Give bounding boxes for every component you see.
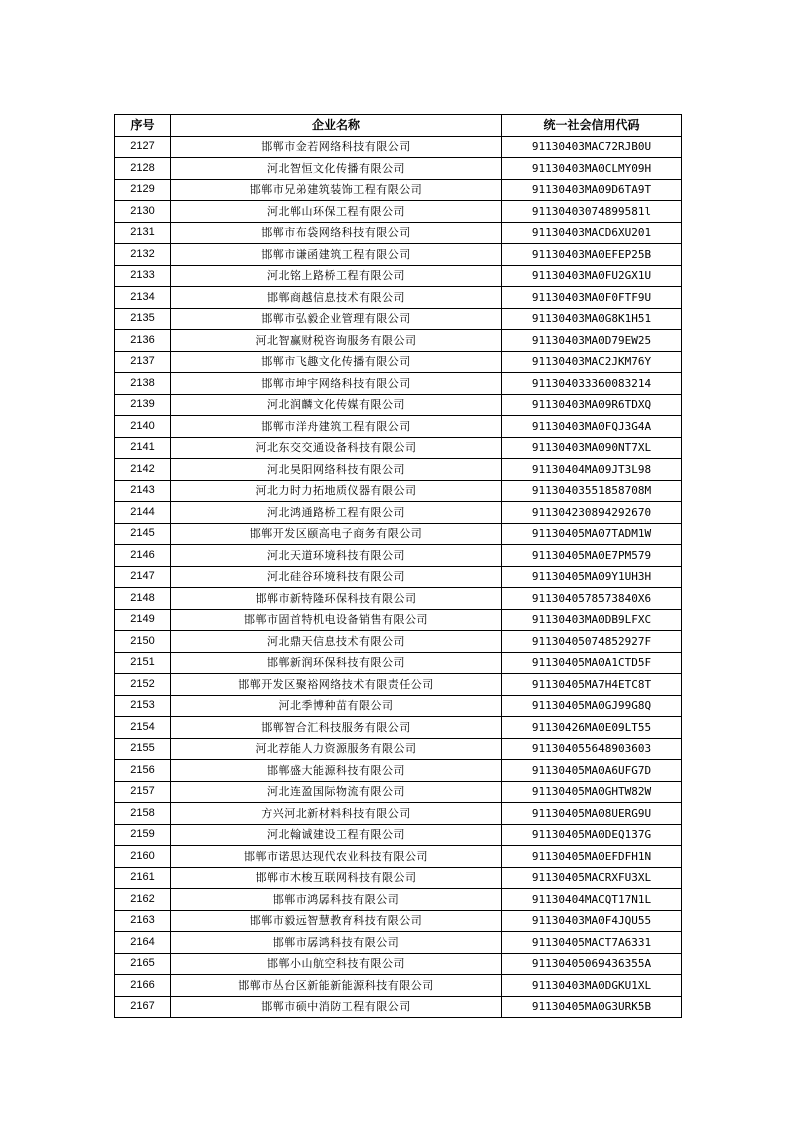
row-company-name: 邯郸盛大能源科技有限公司: [171, 760, 502, 782]
header-seq: 序号: [115, 115, 171, 137]
table-row: [115, 609, 682, 631]
row-seq: 2166: [115, 975, 171, 997]
row-seq: 2131: [115, 222, 171, 244]
row-company-name: 河北力时力拓地质仪器有限公司: [171, 480, 502, 502]
row-credit-code: 91130403MACD6XU201: [502, 222, 682, 244]
table-row: [115, 932, 682, 954]
row-credit-code: 91130405MA0EFDFH1N: [502, 846, 682, 868]
table-row: [115, 975, 682, 997]
table-row: [115, 179, 682, 201]
row-company-name: 邯郸市诺思达现代农业科技有限公司: [171, 846, 502, 868]
row-company-name: 河北天道环境科技有限公司: [171, 545, 502, 567]
row-credit-code: 91130403MAC2JKM76Y: [502, 351, 682, 373]
row-credit-code: 91130403MA0FU2GX1U: [502, 265, 682, 287]
row-credit-code: 91130403MA0EFEP25B: [502, 244, 682, 266]
row-seq: 2134: [115, 287, 171, 309]
row-credit-code: 91130403MA09R6TDXQ: [502, 394, 682, 416]
row-company-name: 河北鸿通路桥工程有限公司: [171, 502, 502, 524]
table-row: [115, 459, 682, 481]
table-row: [115, 760, 682, 782]
row-credit-code: 91130405785738​40X6: [502, 588, 682, 610]
row-company-name: 邯郸市金若网络科技有限公司: [171, 136, 502, 158]
row-seq: 2143: [115, 480, 171, 502]
row-company-name: 邯郸智合汇科技服务有限公司: [171, 717, 502, 739]
row-credit-code: 91130426MA0E09LT55: [502, 717, 682, 739]
table-row: [115, 394, 682, 416]
table-row: [115, 201, 682, 223]
row-credit-code: 91130403MA0D79EW25: [502, 330, 682, 352]
row-credit-code: 91130405069436355A: [502, 953, 682, 975]
row-seq: 2156: [115, 760, 171, 782]
row-seq: 2144: [115, 502, 171, 524]
row-seq: 2167: [115, 996, 171, 1018]
row-seq: 2165: [115, 953, 171, 975]
table-row: [115, 545, 682, 567]
row-company-name: 邯郸市丛台区新能新能源科技有限公司: [171, 975, 502, 997]
table-row: [115, 824, 682, 846]
row-company-name: 邯郸市硕中消防工程有限公司: [171, 996, 502, 1018]
row-seq: 2149: [115, 609, 171, 631]
row-company-name: 邯郸新润环保科技有限公司: [171, 652, 502, 674]
row-company-name: 邯郸市木梭互联网科技有限公司: [171, 867, 502, 889]
row-credit-code: 911304055648903603: [502, 738, 682, 760]
table-row: [115, 158, 682, 180]
row-company-name: 邯郸市洋舟建筑工程有限公司: [171, 416, 502, 438]
row-credit-code: 911304230894292670: [502, 502, 682, 524]
table-row: [115, 738, 682, 760]
row-credit-code: 91130403551858708M: [502, 480, 682, 502]
table-row: [115, 674, 682, 696]
row-credit-code: 91130403MA0G8K1H51: [502, 308, 682, 330]
row-company-name: 邯郸市固首特机电设备销售有限公司: [171, 609, 502, 631]
row-company-name: 邯郸开发区颐高电子商务有限公司: [171, 523, 502, 545]
table-row: [115, 631, 682, 653]
row-credit-code: 91130405MA0A1CTD5F: [502, 652, 682, 674]
table-row: [115, 222, 682, 244]
row-seq: 2159: [115, 824, 171, 846]
table-row: [115, 373, 682, 395]
row-company-name: 邯郸市飞趣文化传播有限公司: [171, 351, 502, 373]
row-company-name: 邯郸市孱鸿科技有限公司: [171, 932, 502, 954]
row-company-name: 邯郸开发区聚裕网络技术有限责任公司: [171, 674, 502, 696]
row-company-name: 方兴河北新材料科技有限公司: [171, 803, 502, 825]
row-credit-code: 91130403MA09D6TA9T: [502, 179, 682, 201]
row-seq: 2136: [115, 330, 171, 352]
row-credit-code: 91130403074899581l: [502, 201, 682, 223]
row-credit-code: 91130404MACQT17N1L: [502, 889, 682, 911]
table-row: [115, 265, 682, 287]
row-seq: 2141: [115, 437, 171, 459]
row-seq: 2142: [115, 459, 171, 481]
row-credit-code: 91130405MA09Y1UH3H: [502, 566, 682, 588]
table-row: [115, 652, 682, 674]
row-credit-code: 91130403MA0F4JQU55: [502, 910, 682, 932]
row-seq: 2129: [115, 179, 171, 201]
row-company-name: 邯郸市毅远智慧教育科技有限公司: [171, 910, 502, 932]
table-row: [115, 136, 682, 158]
row-seq: 2152: [115, 674, 171, 696]
table-row: [115, 287, 682, 309]
row-credit-code: 91130405MA08UERG9U: [502, 803, 682, 825]
table-row: [115, 803, 682, 825]
table-row: [115, 416, 682, 438]
table-row: [115, 867, 682, 889]
row-credit-code: 91130405MA07TADM1W: [502, 523, 682, 545]
row-credit-code: 91130403MA0F0FTF9U: [502, 287, 682, 309]
row-company-name: 河北铭上路桥工程有限公司: [171, 265, 502, 287]
table-row: [115, 437, 682, 459]
table-body: [115, 136, 682, 1018]
row-company-name: 河北郸山环保工程有限公司: [171, 201, 502, 223]
row-seq: 2139: [115, 394, 171, 416]
header-name: 企业名称: [171, 115, 502, 137]
row-company-name: 河北智恒文化传播有限公司: [171, 158, 502, 180]
row-seq: 2164: [115, 932, 171, 954]
table-row: [115, 244, 682, 266]
table-row: [115, 480, 682, 502]
table-row: [115, 502, 682, 524]
table-row: [115, 330, 682, 352]
row-company-name: 邯郸市兄弟建筑装饰工程有限公司: [171, 179, 502, 201]
row-seq: 2151: [115, 652, 171, 674]
row-seq: 2133: [115, 265, 171, 287]
row-company-name: 邯郸市坤宇网络科技有限公司: [171, 373, 502, 395]
row-credit-code: 91130404MA09JT3L98: [502, 459, 682, 481]
table-row: [115, 566, 682, 588]
table-row: [115, 523, 682, 545]
table-header-row: [115, 115, 682, 137]
row-credit-code: 9113040507485​2927F: [502, 631, 682, 653]
row-company-name: 河北东交交通设备科技有限公司: [171, 437, 502, 459]
row-company-name: 河北翰诚建设工程有限公司: [171, 824, 502, 846]
row-credit-code: 91130405MA0A6UFG7D: [502, 760, 682, 782]
row-company-name: 邯郸市鸿孱科技有限公司: [171, 889, 502, 911]
table-row: [115, 695, 682, 717]
row-seq: 2160: [115, 846, 171, 868]
table-row: [115, 308, 682, 330]
row-company-name: 邯郸市弘毅企业管理有限公司: [171, 308, 502, 330]
header-code: 统一社会信用代码: [502, 115, 682, 137]
row-company-name: 邯郸市谦函建筑工程有限公司: [171, 244, 502, 266]
table-row: [115, 588, 682, 610]
table-row: [115, 953, 682, 975]
row-seq: 2158: [115, 803, 171, 825]
row-credit-code: 91130405MACRXFU3XL: [502, 867, 682, 889]
row-credit-code: 91130403MA090NT7XL: [502, 437, 682, 459]
row-seq: 2128: [115, 158, 171, 180]
table-row: [115, 846, 682, 868]
row-credit-code: 91130405MA7H4ETC8T: [502, 674, 682, 696]
table-row: [115, 351, 682, 373]
row-seq: 2150: [115, 631, 171, 653]
row-seq: 2155: [115, 738, 171, 760]
row-seq: 2163: [115, 910, 171, 932]
row-company-name: 河北季博种苗有限公司: [171, 695, 502, 717]
enterprise-registry-table: [114, 114, 682, 1018]
row-credit-code: 91130405MA0DEQ137G: [502, 824, 682, 846]
row-credit-code: 91130403MAC72RJB0U: [502, 136, 682, 158]
row-credit-code: 91130405MACT7A6331: [502, 932, 682, 954]
row-company-name: 邯郸小山航空科技有限公司: [171, 953, 502, 975]
row-seq: 2148: [115, 588, 171, 610]
row-seq: 2162: [115, 889, 171, 911]
table-row: [115, 996, 682, 1018]
row-seq: 2132: [115, 244, 171, 266]
row-credit-code: 91130403MA0DGKU1XL: [502, 975, 682, 997]
row-credit-code: 91130403MA0DB9LFXC: [502, 609, 682, 631]
table-row: [115, 910, 682, 932]
row-seq: 2161: [115, 867, 171, 889]
row-seq: 2138: [115, 373, 171, 395]
row-seq: 2153: [115, 695, 171, 717]
row-company-name: 河北硅谷环境科技有限公司: [171, 566, 502, 588]
row-seq: 2137: [115, 351, 171, 373]
row-company-name: 河北润麟文化传媒有限公司: [171, 394, 502, 416]
row-credit-code: 91130405MA0GJ99G8Q: [502, 695, 682, 717]
row-seq: 2154: [115, 717, 171, 739]
row-seq: 2140: [115, 416, 171, 438]
table-row: [115, 889, 682, 911]
row-seq: 2127: [115, 136, 171, 158]
row-credit-code: 911304033360083214: [502, 373, 682, 395]
row-company-name: 河北智赢财税咨询服务有限公司: [171, 330, 502, 352]
row-credit-code: 91130405MA0G3URK5B: [502, 996, 682, 1018]
row-seq: 2130: [115, 201, 171, 223]
row-seq: 2146: [115, 545, 171, 567]
row-company-name: 河北连盈国际物流有限公司: [171, 781, 502, 803]
row-credit-code: 91130403MA0CLMY09H: [502, 158, 682, 180]
row-company-name: 河北鼎天信息技术有限公司: [171, 631, 502, 653]
row-seq: 2157: [115, 781, 171, 803]
row-company-name: 河北荐能人力资源服务有限公司: [171, 738, 502, 760]
row-company-name: 邯郸市布袋网络科技有限公司: [171, 222, 502, 244]
row-company-name: 河北昊阳网络科技有限公司: [171, 459, 502, 481]
table-row: [115, 717, 682, 739]
row-credit-code: 91130405MA0GHTW82W: [502, 781, 682, 803]
row-company-name: 邯郸市新特隆环保科技有限公司: [171, 588, 502, 610]
row-credit-code: 91130403MA0FQJ3G4A: [502, 416, 682, 438]
row-company-name: 邯郸商越信息技术有限公司: [171, 287, 502, 309]
row-seq: 2145: [115, 523, 171, 545]
row-seq: 2147: [115, 566, 171, 588]
row-credit-code: 91130405MA0E7PM579: [502, 545, 682, 567]
row-seq: 2135: [115, 308, 171, 330]
table-row: [115, 781, 682, 803]
